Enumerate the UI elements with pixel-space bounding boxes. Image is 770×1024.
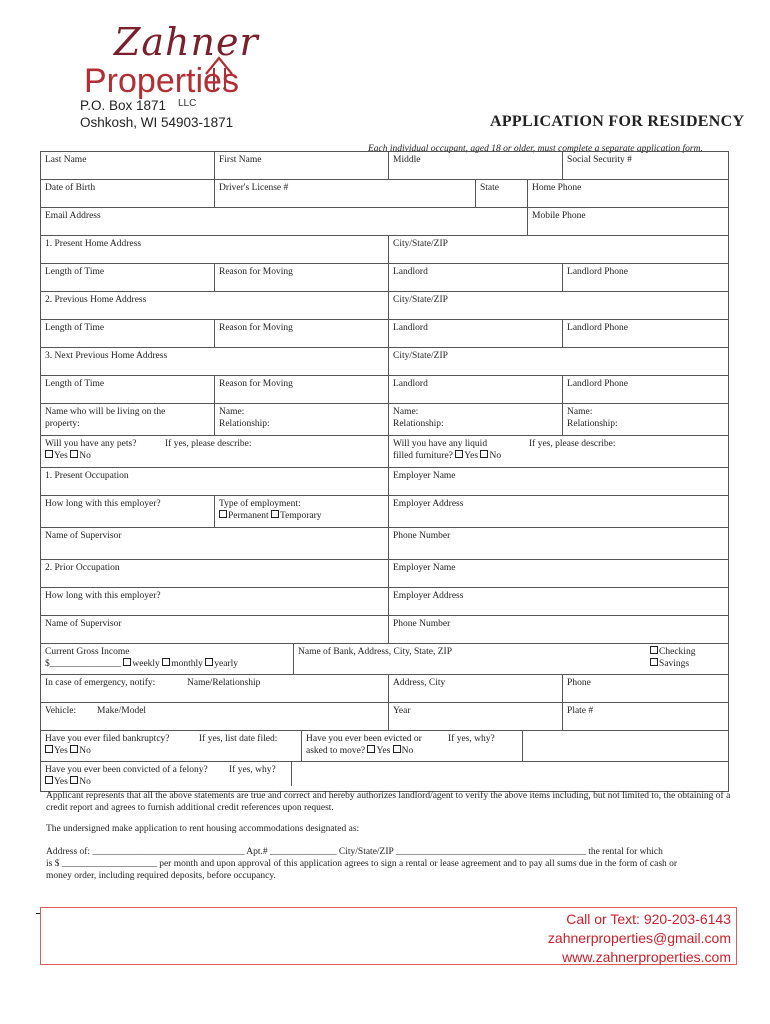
present-employer-address-field[interactable]: Employer Address [389, 496, 729, 528]
bankruptcy-eviction-row [41, 731, 729, 762]
bankruptcy-yes-checkbox[interactable] [45, 745, 53, 753]
eviction-field[interactable]: Have you ever been evicted or If yes, why? asked to move? Yes No [302, 731, 523, 761]
present-how-long-field[interactable]: How long with this employer? [41, 496, 215, 528]
bank-field[interactable]: Name of Bank, Address, City, State, ZIP [298, 647, 453, 657]
last-name-field[interactable]: Last Name [41, 152, 215, 180]
previous-address-field[interactable]: 2. Previous Home Address [41, 292, 389, 320]
emergency-contact-field[interactable]: In case of emergency, notify: Name/Relationship [41, 675, 389, 703]
address-line-2: Oshkosh, WI 54903-1871 [80, 115, 234, 130]
middle-name-field[interactable]: Middle [389, 152, 563, 180]
pets-yes-checkbox[interactable] [45, 450, 53, 458]
next-previous-landlord-field[interactable]: Landlord [389, 376, 563, 404]
previous-landlord-phone-field[interactable]: Landlord Phone [563, 320, 729, 348]
logo-script-name: Zahner [114, 20, 259, 64]
present-address-field[interactable]: 1. Present Home Address [41, 236, 389, 264]
temporary-checkbox[interactable] [271, 510, 279, 518]
present-supervisor-field[interactable]: Name of Supervisor [41, 528, 389, 560]
rental-terms-line-1[interactable]: Address of: ________________________________ Apt.# ______________ City/State/ZIP ________________________________________ the rental for which [46, 847, 663, 857]
checking-checkbox[interactable] [650, 646, 658, 654]
home-phone-field[interactable]: Home Phone [528, 180, 729, 208]
present-reason-field[interactable]: Reason for Moving [215, 264, 389, 292]
occupants-label: Name who will be living on the property: [41, 404, 215, 436]
present-occupation-field[interactable]: 1. Present Occupation [41, 468, 389, 496]
prior-occupation-field[interactable]: 2. Prior Occupation [41, 560, 389, 588]
prior-how-long-field[interactable]: How long with this employer? [41, 588, 389, 616]
authorization-paragraph: Applicant represents that all the above statements are true and correct and hereby authorizes landlord/agent to verify the above items including, but not limited to, the obtaining of a credit report and agrees to furnish additional credit references upon request. [46, 791, 731, 813]
vehicle-field[interactable]: Vehicle: Make/Model [41, 703, 389, 731]
application-form-table [40, 151, 729, 792]
rental-terms-line-3: money order, including required deposits, before occupancy. [46, 871, 276, 881]
prior-employer-name-field[interactable]: Employer Name [389, 560, 729, 588]
emergency-phone-field[interactable]: Phone [563, 675, 729, 703]
savings-checkbox[interactable] [650, 658, 658, 666]
contact-box [40, 907, 737, 965]
email-field[interactable]: Email Address [41, 208, 528, 236]
present-city-field[interactable]: City/State/ZIP [389, 236, 729, 264]
next-previous-reason-field[interactable]: Reason for Moving [215, 376, 389, 404]
rental-terms [46, 846, 736, 882]
monthly-checkbox[interactable] [162, 658, 170, 666]
account-type-field[interactable]: Checking Savings [650, 644, 728, 674]
present-landlord-phone-field[interactable]: Landlord Phone [563, 264, 729, 292]
present-landlord-field[interactable]: Landlord [389, 264, 563, 292]
permanent-checkbox[interactable] [219, 510, 227, 518]
liquid-no-checkbox[interactable] [480, 450, 488, 458]
previous-landlord-field[interactable]: Landlord [389, 320, 563, 348]
contact-email[interactable]: zahnerproperties@gmail.com [547, 930, 731, 946]
eviction-no-checkbox[interactable] [393, 745, 401, 753]
prior-supervisor-field[interactable]: Name of Supervisor [41, 616, 389, 644]
next-previous-city-field[interactable]: City/State/ZIP [389, 348, 729, 376]
address-line-1: P.O. Box 1871 [80, 98, 167, 113]
occupant-note: Each individual occupant, aged 18 or older, must complete a separate application form. [368, 144, 703, 154]
yearly-checkbox[interactable] [205, 658, 213, 666]
pets-field[interactable]: Will you have any pets? If yes, please describe: Yes No [41, 436, 389, 468]
occupant-1-field[interactable]: Name: Relationship: [215, 404, 389, 436]
first-name-field[interactable]: First Name [215, 152, 389, 180]
ssn-field[interactable]: Social Security # [563, 152, 729, 180]
prior-phone-field[interactable]: Phone Number [389, 616, 729, 644]
bankruptcy-field[interactable]: Have you ever filed bankruptcy? If yes, list date filed: Yes No [41, 731, 302, 761]
license-field[interactable]: Driver's License # [215, 180, 476, 208]
vehicle-plate-field[interactable]: Plate # [563, 703, 729, 731]
next-previous-address-field[interactable]: 3. Next Previous Home Address [41, 348, 389, 376]
company-address [80, 97, 233, 131]
dob-field[interactable]: Date of Birth [41, 180, 215, 208]
weekly-checkbox[interactable] [123, 658, 131, 666]
state-field[interactable]: State [476, 180, 528, 208]
felony-yes-checkbox[interactable] [45, 776, 53, 784]
previous-reason-field[interactable]: Reason for Moving [215, 320, 389, 348]
occupant-3-field[interactable]: Name: Relationship: [563, 404, 729, 436]
application-statement: The undersigned make application to rent housing accommodations designated as: [46, 824, 360, 834]
felony-no-checkbox[interactable] [70, 776, 78, 784]
contact-phone[interactable]: Call or Text: 920-203-6143 [566, 911, 731, 927]
liquid-furniture-field[interactable]: Will you have any liquid If yes, please describe: filled furniture? Yes No [389, 436, 729, 468]
occupant-2-field[interactable]: Name: Relationship: [389, 404, 563, 436]
logo-llc: LLC [178, 98, 197, 109]
eviction-yes-checkbox[interactable] [367, 745, 375, 753]
vehicle-year-field[interactable]: Year [389, 703, 563, 731]
present-phone-field[interactable]: Phone Number [389, 528, 729, 560]
mobile-phone-field[interactable]: Mobile Phone [528, 208, 729, 236]
rental-terms-line-2[interactable]: is $ ____________________ per month and upon approval of this application agrees to sign a rental or lease agreement and to pay all sums due in the form of cash or [46, 859, 678, 869]
prior-employer-address-field[interactable]: Employer Address [389, 588, 729, 616]
felony-row [41, 762, 729, 792]
logo-properties: Properties [84, 62, 239, 100]
contact-website[interactable]: www.zahnerproperties.com [562, 949, 731, 965]
previous-city-field[interactable]: City/State/ZIP [389, 292, 729, 320]
pets-no-checkbox[interactable] [70, 450, 78, 458]
previous-length-field[interactable]: Length of Time [41, 320, 215, 348]
liquid-yes-checkbox[interactable] [455, 450, 463, 458]
house-roof-icon [204, 52, 234, 92]
present-length-field[interactable]: Length of Time [41, 264, 215, 292]
page-title: APPLICATION FOR RESIDENCY [490, 113, 745, 130]
next-previous-landlord-phone-field[interactable]: Landlord Phone [563, 376, 729, 404]
felony-field[interactable]: Have you ever been convicted of a felony? If yes, why? Yes No [41, 762, 292, 786]
next-previous-length-field[interactable]: Length of Time [41, 376, 215, 404]
present-employer-name-field[interactable]: Employer Name [389, 468, 729, 496]
income-bank-row [41, 644, 729, 675]
emergency-address-field[interactable]: Address, City [389, 675, 563, 703]
gross-income-field[interactable]: Current Gross Income $_______________ weekly monthly yearly [41, 644, 294, 674]
employment-type-field[interactable]: Type of employment: Permanent Temporary [215, 496, 389, 528]
bankruptcy-no-checkbox[interactable] [70, 745, 78, 753]
